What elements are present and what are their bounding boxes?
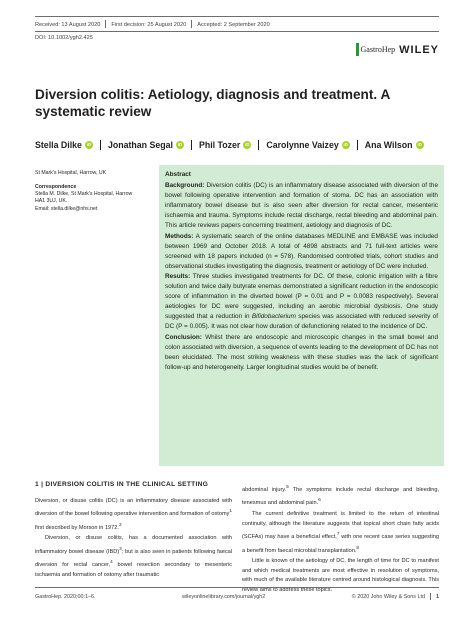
author-name[interactable]: Phil Tozer: [198, 140, 241, 150]
methods-label: Methods:: [165, 232, 194, 240]
citation[interactable]: 8: [356, 544, 360, 550]
journal-citation: GastroHep. 2020;00:1–6.: [35, 593, 96, 600]
footer-rule: [35, 587, 439, 588]
abstract-heading: Abstract: [165, 171, 191, 178]
author-name[interactable]: Ana Wilson: [364, 140, 413, 150]
author-name[interactable]: Carolynne Vaizey: [266, 140, 339, 150]
paragraph: Little is known of the aetiology of DC, the length of time for DC to manifest and which medical treatments are most effective in resolution of symptoms, with much of the available literature centred around histological diagnosis. This review aims to address these topics.: [242, 558, 439, 593]
author-list: [35, 140, 439, 150]
author[interactable]: [199, 140, 251, 150]
footer-right: [352, 593, 439, 600]
journal-url[interactable]: wileyonlinelibrary.com/journal/ygh2: [182, 593, 266, 600]
background-label: Background:: [165, 182, 205, 190]
conclusion-text: Whilst there are endoscopic and microscopic changes in the small bowel and colon associated with diversion, a sequence of events leading to the development of DC has not been elucidated. The most striking weakness with these studies was the lack of significant follow-up and heterogeneity. Larger longitudinal studies would be of benefit.: [165, 333, 438, 371]
correspondence: [35, 184, 155, 213]
abstract-box: [159, 165, 444, 466]
citation[interactable]: 5: [286, 484, 289, 489]
paragraph-text: bowel resection secondary to mesenteric ischaemia and formation of ostomy after traumatic: [35, 562, 232, 578]
journal-name: GastroHep: [360, 45, 396, 54]
citation[interactable]: 6: [318, 497, 321, 503]
author-name[interactable]: Jonathan Segal: [107, 140, 173, 150]
correspondence-line: HA1 3UJ, UK.: [35, 198, 68, 205]
paragraph-text: with one recent case series suggesting a benefit from faecal microbial transplantation.: [242, 533, 440, 554]
header-mid-rule: [35, 31, 439, 32]
citation[interactable]: 3: [119, 545, 122, 551]
received-date: Received: 13 August 2020: [35, 22, 101, 28]
separator: [430, 593, 431, 600]
copyright: © 2020 John Wiley & Sons Ltd: [351, 593, 425, 600]
author[interactable]: [266, 140, 349, 150]
paragraph-text: first described by Morson in 1972.: [35, 524, 119, 531]
publisher-logos: [356, 43, 440, 56]
journal-logo: [356, 43, 396, 56]
orcid-icon[interactable]: iD: [177, 142, 183, 147]
orcid-icon[interactable]: iD: [86, 142, 92, 147]
author[interactable]: [108, 140, 184, 150]
author[interactable]: [35, 140, 93, 150]
methods-text: A systematic search of the online databases MEDLINE and EMBASE was included between 1969 and October 2018. A total of 4898 abstracts and 71 full-text articles were screened with 18 papers included (n = 578). Randomised controlled trials, cohort studies and observational studies investigating the diagnosis, treatment or aetiology of DC were included.: [165, 232, 438, 270]
abstract-conclusion: [165, 333, 438, 373]
paragraph-text: The symptoms include rectal discharge and bleeding, tenesmus and abdominal pain.: [242, 486, 440, 507]
orcid-icon[interactable]: iD: [245, 142, 250, 147]
accepted-date: Accepted: 2 September 2020: [197, 22, 270, 28]
dates-line: [35, 20, 439, 28]
abstract-results: [165, 272, 438, 333]
orcid-icon[interactable]: iD: [343, 142, 348, 147]
citation[interactable]: 7: [336, 531, 340, 537]
separator: [191, 20, 192, 28]
author[interactable]: [365, 140, 424, 150]
page-number: 1: [435, 593, 439, 600]
citation[interactable]: 1: [229, 508, 232, 514]
orcid-icon[interactable]: iD: [417, 142, 422, 147]
body-column-left: [35, 480, 232, 581]
paragraph-text: Diversion, or disuse colitis, has a documented association with inflammatory bowel disease (IBD): [35, 535, 232, 555]
paragraph: [35, 497, 232, 534]
paragraph-text: Diversion, or disuse colitis (DC) is an inflammatory disease associated with diversion of the bowel following operative intervention and formation of ostomy: [35, 497, 232, 518]
body-column-right: [242, 482, 439, 596]
author-separator: [100, 140, 101, 150]
page-footer: [35, 593, 439, 600]
paragraph: [242, 482, 439, 509]
affiliation: St Mark's Hospital, Harrow, UK: [35, 170, 107, 176]
paragraph: [242, 510, 439, 556]
conclusion-label: Conclusion:: [165, 333, 202, 341]
section-heading: 1 | DIVERSION COLITIS IN THE CLINICAL SETTING: [35, 481, 209, 488]
doi[interactable]: DOI: 10.1002/ygh2.425: [35, 35, 93, 41]
paragraph-text: The current definitive treatment is limited to the return of intestinal continuity, although the literature suggests that topical short chain fatty acids (SCFAs) may have a beneficial effect,: [242, 510, 439, 540]
results-text-end: species was associated with reduced severity of DC (P = 0.005). It was not clear how duration of defunctioning related to the incidence of DC.: [165, 313, 438, 331]
journal-logo-bar: [356, 43, 359, 56]
paragraph: [35, 534, 232, 580]
results-italic: Bifidobacterium: [251, 313, 296, 321]
author-separator: [357, 140, 358, 150]
correspondence-label: Correspondence: [35, 184, 77, 190]
author-separator: [191, 140, 192, 150]
abstract-methods: [165, 232, 438, 272]
citation[interactable]: 2: [118, 521, 122, 527]
paragraph-text: ; but is also seen in patients following faecal diversion for rectal cancer,: [35, 548, 232, 568]
citation[interactable]: 4: [110, 559, 113, 565]
paragraph-text: abdominal injury.: [242, 486, 287, 493]
author-name[interactable]: Stella Dilke: [35, 140, 82, 150]
correspondence-line: Stella M. Dilke, St Mark's Hospital, Harrow: [35, 191, 133, 198]
header-top-rule: [35, 16, 439, 17]
publisher-logo: WILEY: [399, 43, 439, 56]
separator: [105, 20, 106, 28]
article-title: Diversion colitis: Aetiology, diagnosis and treatment. A systematic review: [35, 87, 390, 119]
correspondence-email[interactable]: Email: stella.dilke@nhs.net: [35, 205, 98, 212]
author-separator: [258, 140, 259, 150]
results-text: Three studies investigated treatments for DC. Of these, colonic irrigation with a fibre solution and twice daily butyrate enemas demonstrated a significant reduction in the endoscopic score of inflammation in the diverted bowel (P = 0.01 and P = 0.0083 respectively). Several aetiologies for DC were suggested, including an aerobic microbial dysbiosis. One study suggested that a reduction in: [165, 272, 438, 321]
abstract-background: [165, 181, 438, 231]
first-decision-date: First decision: 25 August 2020: [111, 22, 187, 28]
background-text: Diversion colitis (DC) is an inflammatory disease associated with diversion of the bowel following operative intervention and formation of stoma. DC has an association with inflammatory bowel disease but is also seen after diversion for rectal cancer, mesenteric ischaemia and trauma. Symptoms include rectal discharge, rectal bleeding and abdominal pain. This article reviews papers concerning treatment, aetiology and diagnosis of DC.: [165, 182, 438, 230]
results-label: Results:: [165, 272, 191, 280]
